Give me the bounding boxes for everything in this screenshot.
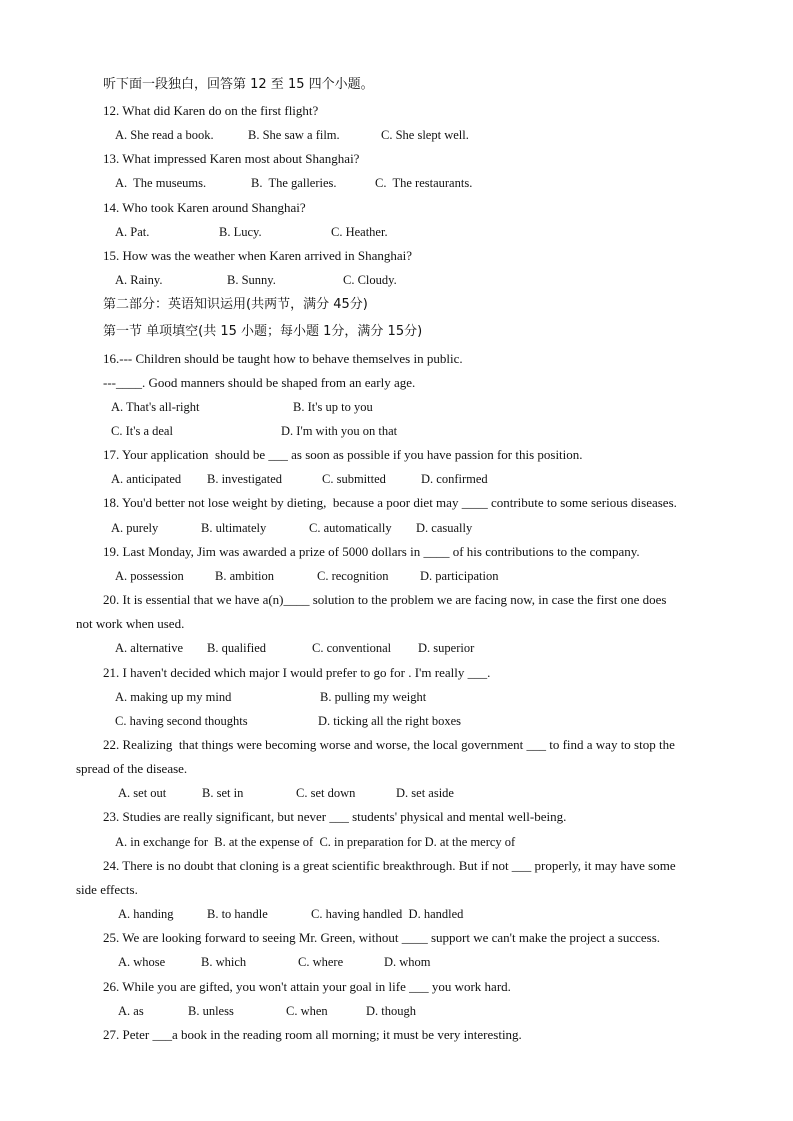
question-12-option-c: C. She slept well. (381, 128, 469, 142)
question-18-stem: 18. You'd better not lose weight by dieting, because a poor diet may ____ contribute to some serious diseases. (103, 495, 677, 510)
question-22-option-c: C. set down (296, 786, 356, 800)
question-16-option-b: B. It's up to you (293, 400, 373, 414)
question-17-option-d: D. confirmed (421, 472, 488, 486)
question-24-option-cd: C. having handled D. handled (311, 907, 464, 921)
question-19-stem: 19. Last Monday, Jim was awarded a prize of 5000 dollars in ____ of his contributions to the company. (103, 544, 640, 559)
listening-intro: 听下面一段独白，回答第 12 至 15 四个小题。 (103, 77, 374, 92)
question-26-option-b: B. unless (188, 1004, 234, 1018)
question-14-option-b: B. Lucy. (219, 225, 262, 239)
question-17-stem: 17. Your application should be ___ as soon as possible if you have passion for this position. (103, 447, 583, 462)
question-13-option-c: C. The restaurants. (375, 176, 473, 190)
question-13-stem: 13. What impressed Karen most about Shanghai? (103, 151, 360, 166)
question-25-stem: 25. We are looking forward to seeing Mr. Green, without ____ support we can't make the project a success. (103, 930, 661, 945)
question-18-option-b: B. ultimately (201, 521, 267, 535)
part-2-heading: 第二部分：英语知识运用(共两节，满分 45分) (103, 297, 368, 312)
question-19-option-a: A. possession (115, 569, 184, 583)
question-17-option-a: A. anticipated (111, 472, 182, 486)
question-16-option-d: D. I'm with you on that (281, 424, 398, 438)
question-26-option-c: C. when (286, 1004, 328, 1018)
question-24-option-b: B. to handle (207, 907, 268, 921)
question-18-option-c: C. automatically (309, 521, 392, 535)
question-25-option-c: C. where (298, 955, 344, 969)
question-13-option-b: B. The galleries. (251, 176, 337, 190)
question-26-stem: 26. While you are gifted, you won't attain your goal in life ___ you work hard. (103, 979, 511, 994)
question-24-stem-line-2: side effects. (76, 882, 138, 897)
question-22-stem: 22. Realizing that things were becoming worse and worse, the local government ___ to find a way to stop the (103, 737, 675, 752)
question-19-option-d: D. participation (420, 569, 499, 583)
question-16-stem-line-2: ---____. Good manners should be shaped from an early age. (103, 375, 416, 390)
question-20-option-c: C. conventional (312, 641, 392, 655)
question-14-option-c: C. Heather. (331, 225, 388, 239)
question-12-option-b: B. She saw a film. (248, 128, 340, 142)
question-22-option-d: D. set aside (396, 786, 454, 800)
question-16-stem: 16.--- Children should be taught how to behave themselves in public. (103, 351, 463, 366)
question-20-option-b: B. qualified (207, 641, 267, 655)
question-20-option-a: A. alternative (115, 641, 184, 655)
question-16-option-c: C. It's a deal (111, 424, 173, 438)
question-12-stem: 12. What did Karen do on the first flight? (103, 103, 319, 118)
question-13-option-a: A. The museums. (115, 176, 207, 190)
question-15-option-c: C. Cloudy. (343, 273, 397, 287)
question-18-option-a: A. purely (111, 521, 159, 535)
question-19-option-c: C. recognition (317, 569, 389, 583)
question-22-stem-line-2: spread of the disease. (76, 761, 188, 776)
question-23-stem: 23. Studies are really significant, but never ___ students' physical and mental well-being. (103, 809, 567, 824)
question-27-stem: 27. Peter ___a book in the reading room all morning; it must be very interesting. (103, 1027, 522, 1042)
question-14-option-a: A. Pat. (115, 225, 150, 239)
question-24-stem: 24. There is no doubt that cloning is a great scientific breakthrough. But if not ___ properly, it may have some (103, 858, 676, 873)
question-19-option-b: B. ambition (215, 569, 275, 583)
question-22-option-b: B. set in (202, 786, 244, 800)
question-21-option-a: A. making up my mind (115, 690, 232, 704)
question-21-option-c: C. having second thoughts (115, 714, 248, 728)
question-21-option-b: B. pulling my weight (320, 690, 427, 704)
question-12-option-a: A. She read a book. (115, 128, 214, 142)
question-26-option-a: A. as (118, 1004, 144, 1018)
section-1-heading: 第一节 单项填空(共 15 小题；每小题 1分，满分 15分) (103, 324, 423, 339)
question-14-stem: 14. Who took Karen around Shanghai? (103, 200, 306, 215)
question-25-option-a: A. whose (118, 955, 166, 969)
question-20-stem: 20. It is essential that we have a(n)____ solution to the problem we are facing now, in case the first one does (103, 592, 667, 607)
question-21-option-d: D. ticking all the right boxes (318, 714, 462, 728)
question-20-stem-line-2: not work when used. (76, 616, 185, 631)
question-17-option-b: B. investigated (207, 472, 282, 486)
question-21-stem: 21. I haven't decided which major I would prefer to go for . I'm really ___. (103, 665, 491, 680)
question-17-option-c: C. submitted (322, 472, 386, 486)
question-20-option-d: D. superior (418, 641, 475, 655)
question-15-option-a: A. Rainy. (115, 273, 163, 287)
question-23-options: A. in exchange for B. at the expense of C. in preparation for D. at the mercy of (115, 835, 516, 849)
question-22-option-a: A. set out (118, 786, 167, 800)
question-15-option-b: B. Sunny. (227, 273, 276, 287)
question-16-option-a: A. That's all-right (111, 400, 200, 414)
question-24-option-a: A. handing (118, 907, 174, 921)
question-26-option-d: D. though (366, 1004, 416, 1018)
question-15-stem: 15. How was the weather when Karen arrived in Shanghai? (103, 248, 413, 263)
question-18-option-d: D. casually (416, 521, 473, 535)
question-25-option-d: D. whom (384, 955, 431, 969)
question-25-option-b: B. which (201, 955, 247, 969)
